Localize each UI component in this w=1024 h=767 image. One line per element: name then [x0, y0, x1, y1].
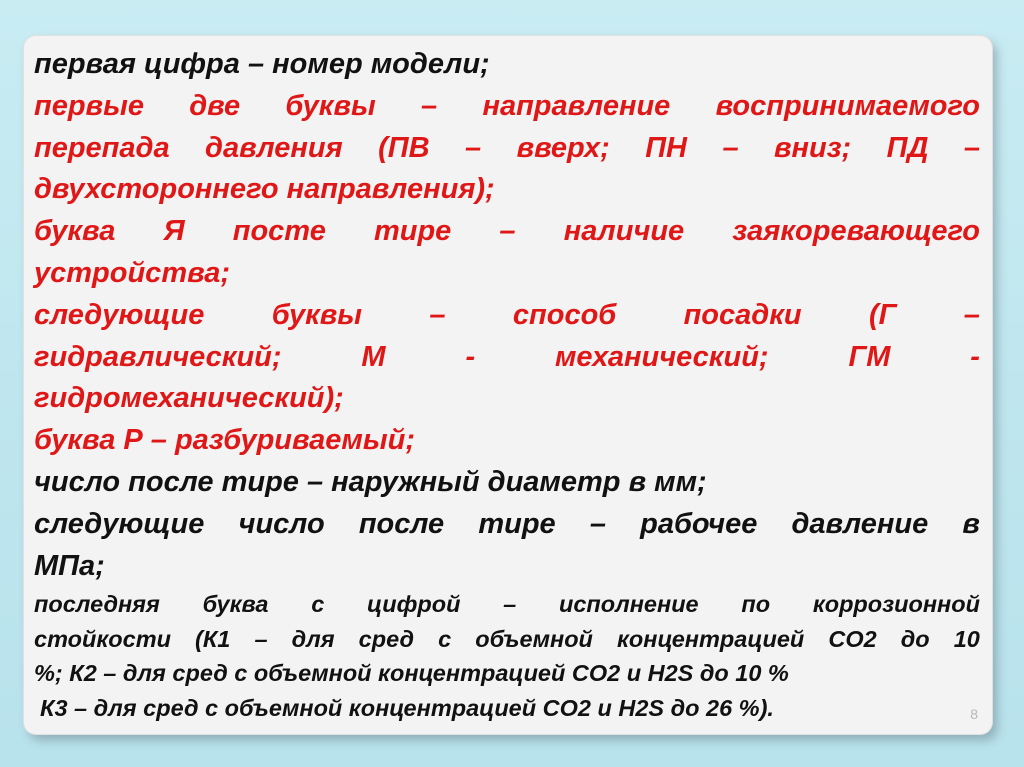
- text-line: [34, 337, 980, 379]
- word: СО2: [828, 625, 877, 652]
- word: (Г: [868, 298, 897, 331]
- word: буквы: [271, 298, 363, 331]
- text-line: [34, 587, 980, 622]
- text-line: [34, 622, 980, 657]
- text-line: устройства;: [34, 256, 231, 289]
- word: давления: [205, 131, 343, 164]
- text-line: [34, 295, 980, 337]
- word: наличие: [563, 215, 685, 248]
- word: -: [465, 340, 476, 373]
- text-line: [34, 128, 980, 170]
- word: механический;: [554, 340, 769, 373]
- word: после: [358, 507, 445, 540]
- word: (ПВ: [378, 131, 430, 164]
- list-item: [34, 587, 980, 725]
- text-line: двухстороннего направления);: [34, 173, 495, 206]
- word: первые: [34, 89, 144, 122]
- word: –: [465, 131, 482, 164]
- word: –: [589, 507, 606, 540]
- list-item: [34, 504, 980, 588]
- word: –: [499, 215, 516, 248]
- word: посте: [232, 215, 326, 248]
- text-line: буква Р – разбуриваемый;: [34, 424, 415, 457]
- word: коррозионной: [812, 591, 980, 618]
- word: с: [311, 591, 325, 618]
- list-item: [34, 44, 980, 86]
- word: –: [722, 131, 739, 164]
- text-line: гидромеханический);: [34, 382, 344, 415]
- word: –: [421, 89, 438, 122]
- word: с: [438, 625, 452, 652]
- word: (К1: [195, 625, 231, 652]
- word: посадки: [683, 298, 802, 331]
- text-line: [34, 86, 980, 128]
- word: ПД: [886, 131, 929, 164]
- word: до: [900, 625, 930, 652]
- word: следующие: [34, 298, 205, 331]
- text-line: число после тире – наружный диаметр в мм;: [34, 465, 707, 498]
- word: ПН: [645, 131, 688, 164]
- word: гидравлический;: [34, 340, 282, 373]
- word: исполнение: [558, 591, 699, 618]
- word: –: [429, 298, 446, 331]
- slide-text-body: [34, 44, 980, 725]
- word: –: [503, 591, 517, 618]
- word: буква: [34, 215, 116, 248]
- word: объемной: [475, 625, 593, 652]
- word: перепада: [34, 131, 170, 164]
- word: стойкости: [34, 625, 171, 652]
- page-number: 8: [970, 706, 978, 722]
- word: буква: [202, 591, 269, 618]
- word: 10: [953, 625, 980, 652]
- list-item: [34, 86, 980, 211]
- text-line: первая цифра – номер модели;: [34, 48, 490, 80]
- word: по: [741, 591, 771, 618]
- word: вверх;: [516, 131, 610, 164]
- text-line: %; К2 – для сред с объемной концентрацией СО2 и H2S до 10 %: [34, 660, 789, 687]
- word: воспринимаемого: [715, 89, 980, 122]
- text-line: К3 – для сред с объемной концентрацией СО2 и H2S до 26 %).: [40, 694, 774, 721]
- word: сред: [358, 625, 414, 652]
- list-item: [34, 295, 980, 420]
- word: две: [189, 89, 241, 122]
- word: ГМ: [848, 340, 891, 373]
- text-line: [34, 504, 980, 546]
- word: для: [291, 625, 335, 652]
- word: направление: [482, 89, 671, 122]
- word: заякоревающего: [732, 215, 980, 248]
- slide-card: [24, 36, 992, 734]
- list-item: [34, 211, 980, 295]
- word: тире: [373, 215, 452, 248]
- text-line: МПа;: [34, 549, 105, 582]
- word: давление: [791, 507, 929, 540]
- word: –: [254, 625, 268, 652]
- word: последняя: [34, 591, 160, 618]
- word: следующие: [34, 507, 205, 540]
- word: в: [962, 507, 980, 540]
- word: концентрацией: [616, 625, 805, 652]
- word: вниз;: [774, 131, 852, 164]
- word: –: [963, 131, 980, 164]
- word: буквы: [285, 89, 376, 122]
- list-item: [34, 420, 980, 462]
- word: способ: [512, 298, 617, 331]
- word: –: [963, 298, 980, 331]
- list-item: [34, 462, 980, 504]
- word: -: [970, 340, 980, 373]
- text-line: [34, 211, 980, 253]
- word: М: [361, 340, 386, 373]
- word: число: [238, 507, 325, 540]
- word: тире: [478, 507, 556, 540]
- word: Я: [163, 215, 185, 248]
- word: рабочее: [640, 507, 758, 540]
- word: цифрой: [367, 591, 461, 618]
